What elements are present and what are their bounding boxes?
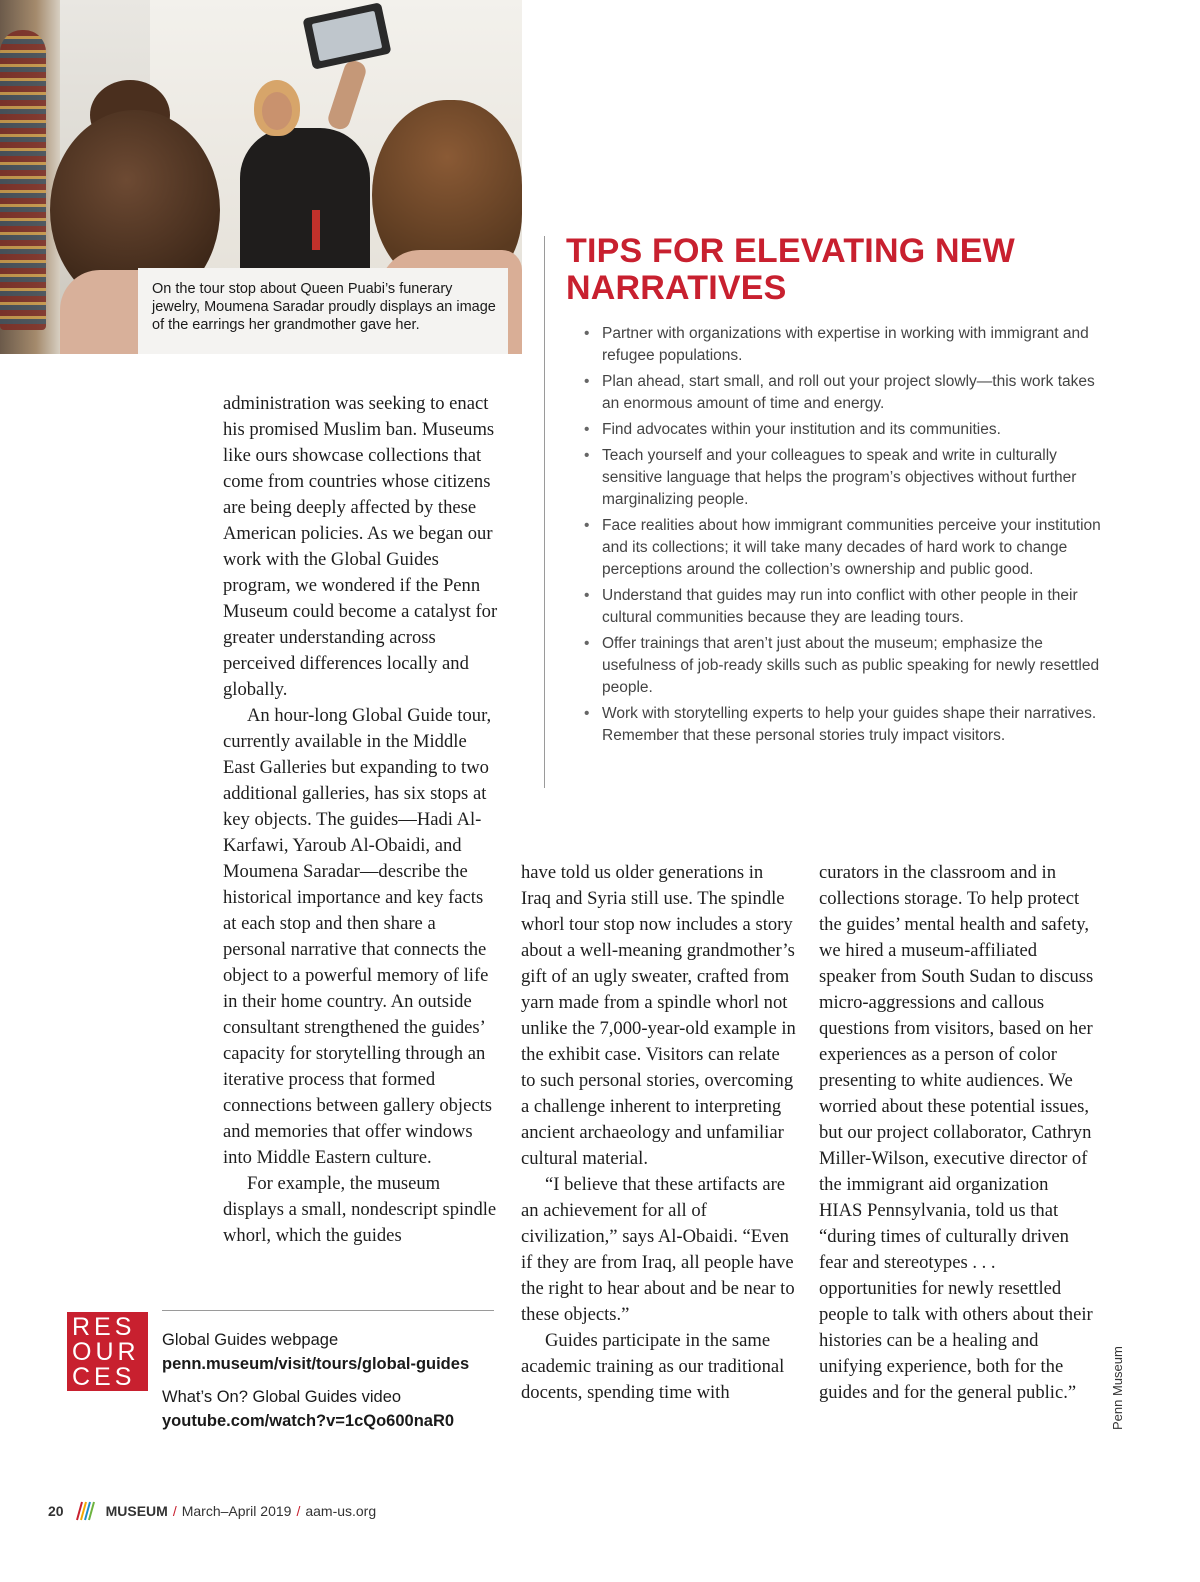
photo-caption: On the tour stop about Queen Puabi’s funerary jewelry, Moumena Saradar proudly displays an image of the earrings her grandmother gave her. (138, 268, 508, 354)
lanyard (312, 210, 320, 250)
body-column-3 (819, 860, 1095, 1406)
tip-item: • Find advocates within your institution and its communities. (582, 419, 1102, 441)
body-paragraph: Guides participate in the same academic training as our traditional docents, spending time with (521, 1330, 785, 1403)
resource-label: Global Guides webpage (162, 1331, 339, 1349)
page-footer (48, 1500, 376, 1522)
issue-date: March–April 2019 (181, 1503, 292, 1519)
footer-separator: / (296, 1503, 301, 1519)
photo-credit: Penn Museum (1110, 1346, 1125, 1430)
footer-separator: / (172, 1503, 177, 1519)
resources-badge-line: CES (72, 1363, 136, 1391)
tip-item: • Plan ahead, start small, and roll out your project slowly—this work takes an enormous amount of time and energy. (582, 371, 1102, 415)
body-column-2 (521, 860, 797, 1406)
resource-label: What’s On? Global Guides video (162, 1388, 402, 1406)
body-paragraph: “I believe that these artifacts are an achievement for all of civilization,” says Al-Obaidi. “Even if they are from Iraq, all people have the right to hear about and be near to these objects.” (521, 1174, 795, 1325)
resource-link[interactable]: youtube.com/watch?v=1cQo600naR0 (162, 1412, 455, 1430)
body-column-1 (223, 391, 499, 1249)
aam-logo-icon (74, 1500, 96, 1522)
tip-item: • Work with storytelling experts to help your guides shape their narratives. Remember that these personal stories truly impact visitors. (582, 703, 1102, 747)
body-paragraph: administration was seeking to enact his promised Muslim ban. Museums like ours showcase collections that come from countries whose citizens are being deeply affected by these American policies. As we began our work with the Global Guides program, we wondered if the Penn Museum could become a catalyst for greater understanding across perceived differences locally and globally. (223, 393, 498, 700)
guide-face (262, 92, 292, 130)
artifact-figure (0, 30, 46, 330)
tip-item: • Face realities about how immigrant communities perceive your institution and its collections; it will take many decades of hard work to change perceptions around the collection’s ownership and public good. (582, 515, 1102, 581)
tips-divider (544, 236, 545, 788)
body-paragraph: An hour-long Global Guide tour, currently available in the Middle East Galleries but expanding to two additional galleries, has six stops at key objects. The guides—Hadi Al-Karfawi, Yaroub Al-Obaidi, and Moumena Saradar—describe the historical importance and key facts at each stop and then share a personal narrative that connects the object to a powerful memory of life in their home country. An outside consultant strengthened the guides’ capacity for storytelling through an iterative process that formed connections between gallery objects and memories that offer windows into Middle Eastern culture. (223, 705, 492, 1168)
resources-list (162, 1328, 502, 1433)
resources-badge (67, 1312, 148, 1391)
magazine-name: MUSEUM (105, 1503, 168, 1519)
resources-divider (162, 1310, 494, 1311)
resource-link[interactable]: penn.museum/visit/tours/global-guides (162, 1355, 470, 1373)
tip-item: • Offer trainings that aren’t just about the museum; emphasize the usefulness of job-ready skills such as public speaking for newly resettled people. (582, 633, 1102, 699)
page-number: 20 (48, 1503, 64, 1519)
body-paragraph: curators in the classroom and in collections storage. To help protect the guides’ mental health and safety, we hired a museum-affiliated speaker from South Sudan to discuss micro-aggressions and callous questions from visitors, based on her experiences as a person of color presenting to white audiences. We worried about these potential issues, but our project collaborator, Cathryn Miller-Wilson, executive director of the immigrant aid organization HIAS Pennsylvania, told us that “during times of culturally driven fear and stereotypes . . . opportunities for newly resettled people to talk with others about their histories can be a healing and unifying experience, both for the guides and for the general public.” (819, 862, 1094, 1403)
resources-badge-line: RES (72, 1313, 136, 1341)
tip-item: • Teach yourself and your colleagues to speak and write in culturally sensitive language that helps the program’s objectives without further marginalizing people. (582, 445, 1102, 511)
tip-item: • Partner with organizations with expertise in working with immigrant and refugee populations. (582, 323, 1102, 367)
resources-badge-line: OUR (72, 1338, 140, 1366)
tips-title: TIPS FOR ELEVATING NEW NARRATIVES (566, 232, 1015, 307)
body-paragraph: For example, the museum displays a small, nondescript spindle whorl, which the guides (223, 1173, 497, 1246)
tips-list (582, 323, 1102, 751)
tip-item: • Understand that guides may run into conflict with other people in their cultural communities because they are leading tours. (582, 585, 1102, 629)
site-url[interactable]: aam-us.org (305, 1503, 377, 1519)
body-paragraph: have told us older generations in Iraq and Syria still use. The spindle whorl tour stop now includes a story about a well-meaning grandmother’s gift of an ugly sweater, crafted from yarn made from a spindle whorl not unlike the 7,000-year-old example in the exhibit case. Visitors can relate to such personal stories, overcoming a challenge inherent to interpreting ancient archaeology and unfamiliar cultural material. (521, 862, 796, 1169)
